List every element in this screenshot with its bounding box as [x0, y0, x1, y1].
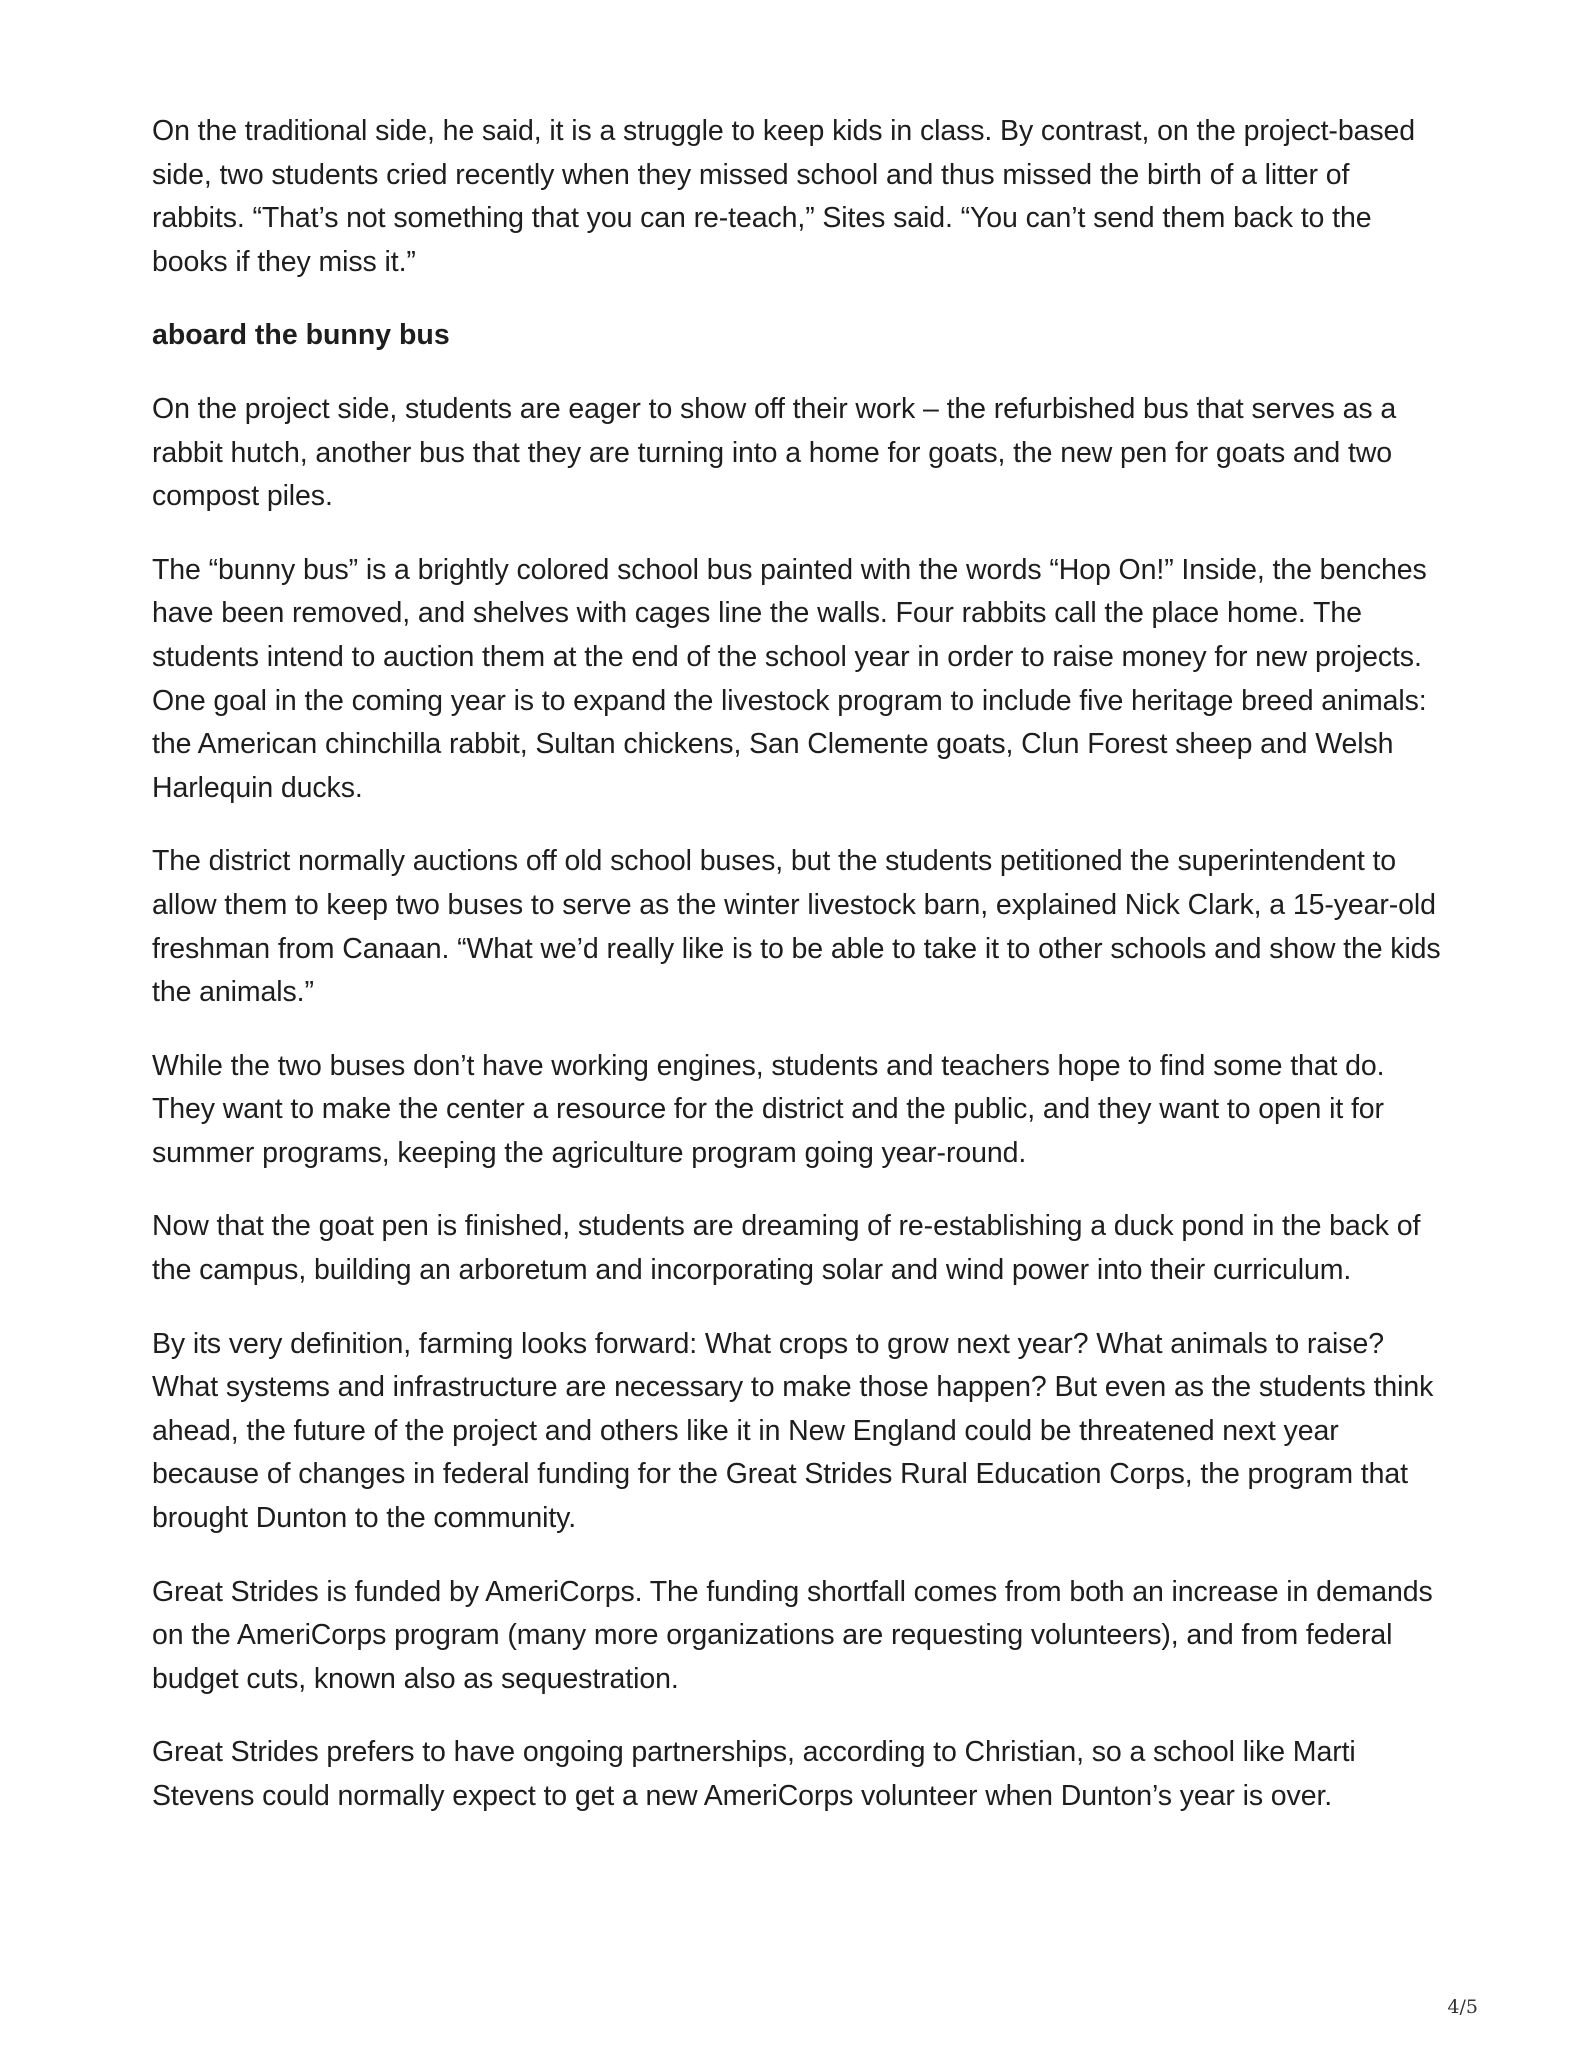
page-number: 4/5: [1447, 1996, 1478, 2018]
paragraph: While the two buses don’t have working engines, students and teachers hope to find some that do. They want to make the center a resource for the district and the public, and they want to open it for summer programs, keeping the agriculture program going year-round.: [152, 1049, 1385, 1169]
paragraph: The “bunny bus” is a brightly colored school bus painted with the words “Hop On!” Inside, the benches have been removed, and shelves with cages line the walls. Four rabbits call the place home. The students intend to auction them at the end of the school year in order to raise money for new projects. One goal in the coming year is to expand the livestock program to include five heritage breed animals: the American chinchilla rabbit, Sultan chickens, San Clemente goats, Clun Forest sheep and Welsh Harlequin ducks.: [152, 553, 1427, 804]
paragraph: Now that the goat pen is finished, students are dreaming of re-establishing a duck pond in the back of the campus, building an arboretum and incorporating solar and wind power into their curriculum.: [152, 1210, 1421, 1287]
section-heading: aboard the bunny bus: [152, 319, 450, 352]
paragraph: On the traditional side, he said, it is a struggle to keep kids in class. By contrast, on the project-based side, two students cried recently when they missed school and thus missed the birth of a litter of rabbits. “That’s not something that you can re-teach,” Sites said. “You can’t send them back to the books if they miss it.”: [152, 115, 1415, 278]
paragraph: On the project side, students are eager to show off their work – the refurbished bus that serves as a rabbit hutch, another bus that they are turning into a home for goats, the new pen for goats and two compost piles.: [152, 392, 1397, 513]
article-body: [152, 110, 1442, 1849]
paragraph: Great Strides prefers to have ongoing partnerships, according to Christian, so a school like Marti Stevens could normally expect to get a new AmeriCorps volunteer when Dunton’s year is over.: [152, 1736, 1356, 1812]
paragraph: The district normally auctions off old school buses, but the students petitioned the superintendent to allow them to keep two buses to serve as the winter livestock barn, explained Nick Clark, a 15-year-old freshman from Canaan. “What we’d really like is to be able to take it to other schools and show the kids the animals.”: [152, 845, 1441, 1009]
paragraph: By its very definition, farming looks forward: What crops to grow next year? What animals to raise? What systems and infrastructure are necessary to make those happen? But even as the students think ahead, the future of the project and others like it in New England could be threatened next year because of changes in federal funding for the Great Strides Rural Education Corps, the program that brought Dunton to the community.: [152, 1327, 1434, 1535]
paragraph: Great Strides is funded by AmeriCorps. The funding shortfall comes from both an increase in demands on the AmeriCorps program (many more organizations are requesting volunteers), and from federal budget cuts, known also as sequestration.: [152, 1575, 1433, 1695]
